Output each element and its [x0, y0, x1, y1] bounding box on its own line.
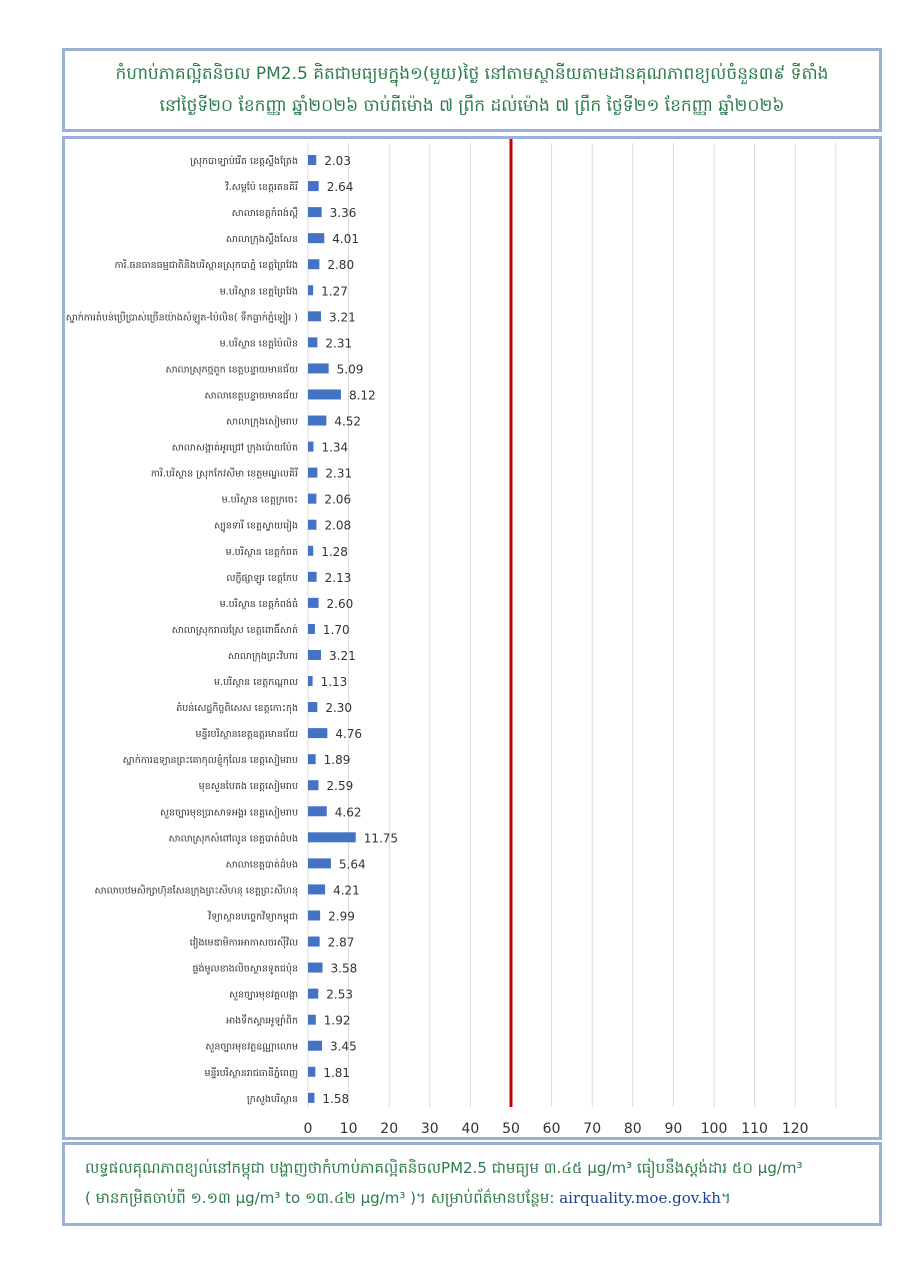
bar — [308, 468, 317, 478]
category-label: សួនច្បារមុខវត្តលង្កា — [228, 989, 298, 1001]
bar — [308, 1041, 322, 1051]
summary-line-2-text: ( មានកម្រិតចាប់ពី ១.១៣ µg/m³ to ១៣.៤២ µg/m³ )។ សម្រាប់ព័ត៌មានបន្ថែម: — [85, 1189, 560, 1207]
x-tick-label: 60 — [542, 1121, 561, 1137]
x-tick-label: 70 — [583, 1121, 602, 1137]
bar — [308, 181, 319, 191]
bar — [308, 311, 321, 321]
category-label: ក្រសួងបរិស្ថាន — [246, 1093, 298, 1105]
data-label: 3.21 — [329, 310, 356, 325]
data-label: 2.06 — [324, 492, 352, 507]
data-label: 2.99 — [328, 909, 355, 924]
category-label: សាលាក្រុងព្រះវិហារ — [227, 650, 298, 662]
bar — [308, 442, 313, 452]
data-label: 2.30 — [325, 701, 353, 716]
data-label: 1.89 — [323, 753, 351, 768]
category-label: សួនច្បារមុខវត្តឧណ្ណាលោម — [205, 1041, 298, 1053]
bar — [308, 728, 327, 738]
bar — [308, 416, 326, 426]
chart-title-box — [62, 48, 882, 132]
category-label: ស្នាក់ការឧទ្យានព្រះគោកុលខ្ញុំកុលែន ខេត្តសៀមរាប — [122, 755, 298, 767]
category-label: ម.បរិស្ថាន ខេត្តកណ្ដាល — [214, 677, 298, 689]
bar — [308, 285, 313, 295]
summary-box — [62, 1142, 882, 1226]
data-label: 1.13 — [320, 675, 348, 690]
chart-title-line-2: នៅថ្ងៃទី២០ ខែកញ្ញា ឆ្នាំ២០២៦ ចាប់ពីម៉ោង ៧ ព្រឹក ដល់ម៉ោង ៧ ព្រឹក ថ្ងៃទី២១ ខែកញ្ញា ឆ្នាំ២០២៦ — [159, 96, 785, 116]
category-label: ម.បរិស្ថាន ខេត្តព្រៃវែង — [219, 286, 298, 298]
category-label: សាលាខេត្តកំពង់ស្ពឺ — [231, 208, 298, 220]
category-label: សាលាស្រុកថ្មពួក ខេត្តបន្ទាយមានជ័យ — [165, 364, 298, 376]
category-label: មន្ទីរបរិស្ថានខេត្តឧត្តរមានជ័យ — [195, 729, 298, 741]
category-label: លក្ខីផ្សាឡូរ ខេត្តកែប — [226, 572, 298, 584]
category-label: មុខសួនបៃតង ខេត្តសៀមរាប — [198, 781, 298, 793]
bar — [308, 937, 320, 947]
data-label: 2.64 — [326, 180, 354, 195]
category-label: សាលាស្រុករាលស្រែ ខេត្តពោធិ៍សាត់ — [171, 624, 298, 636]
bar — [308, 207, 322, 217]
bar — [308, 337, 317, 347]
category-label: សាលាខេត្តបាត់ដំបង — [225, 859, 298, 871]
data-label: 2.03 — [324, 154, 351, 169]
bar — [308, 598, 319, 608]
data-label: 4.76 — [335, 727, 363, 742]
data-label: 3.45 — [330, 1039, 357, 1054]
chart-area — [62, 136, 882, 1140]
category-label: សួនច្បារមុខប្រាសាទអង្គរ ខេត្តសៀមរាប — [159, 807, 298, 819]
data-label: 4.62 — [334, 805, 362, 820]
x-tick-label: 50 — [502, 1121, 520, 1137]
chart-title-line-1: កំហាប់ភាគល្អិតនិចល PM2.5 គិតជាមធ្យមក្នុង១(មួយ)ថ្ងៃ នៅតាមស្ថានីយតាមដានគុណភាពខ្យល់ចំនួន៣៩ ទីតាំង — [115, 64, 829, 84]
data-label: 3.58 — [330, 961, 358, 976]
category-label: សាលាក្រុងសៀមរាប — [226, 416, 298, 428]
bar — [308, 233, 324, 243]
data-label: 4.21 — [333, 883, 360, 898]
bar — [308, 1015, 316, 1025]
x-tick-label: 20 — [380, 1121, 399, 1137]
bar — [308, 858, 331, 868]
category-label: មន្ទីរបរិស្ថានរាជធានីភ្នំពេញ — [204, 1067, 298, 1079]
category-label: ម.បរិស្ថាន ខេត្តក្រចេះ — [221, 494, 298, 506]
data-label: 3.36 — [329, 206, 357, 221]
data-label: 2.13 — [324, 570, 352, 585]
bar — [308, 754, 316, 764]
bar — [308, 520, 316, 530]
bar — [308, 1067, 315, 1077]
category-label: ម.បរិស្ថាន ខេត្តកំពង់ធំ — [219, 598, 298, 610]
bar — [308, 989, 318, 999]
category-label: ការិ.ធនធានធម្មជាតិនិងបរិស្ថានស្រុកបាភ្នំ ខេត្តព្រៃវែង — [114, 260, 298, 272]
data-label: 2.60 — [326, 596, 354, 611]
bar — [308, 1093, 314, 1103]
data-label: 3.21 — [329, 648, 356, 663]
category-label: ស្រុកបាទ្បាប់រើត ខេត្តស្ទឹងត្រែង — [190, 156, 298, 168]
category-label: សាលាខេត្តបន្ទាយមានជ័យ — [204, 390, 298, 402]
data-label: 4.01 — [332, 232, 359, 247]
bar — [308, 884, 325, 894]
category-label: ម.បរិស្ថាន ខេត្តកំពត — [225, 546, 298, 558]
category-label: សាលាបឋមសិក្សាហ៊ុនសែនក្រុងព្រះសីហនុ ខេត្តព្រះសីហនុ — [94, 885, 298, 897]
summary-line-1: លទ្ធផលគុណភាពខ្យល់នៅកម្ពុជា បង្ហាញថាកំហាប់ភាគល្អិតនិចលPM2.5 ជាមធ្យម ៣.៤៥ µg/m³ ធៀបនឹងស្តង់ដារ ៥០ µg/m³ — [85, 1159, 803, 1177]
category-label: អាងទឹកស្តារអូឡាំពិក — [226, 1015, 298, 1027]
data-label: 5.09 — [336, 362, 364, 377]
category-label: ផ្លង់មូលខាងលិចស្ថានទូតជប៉ុន — [192, 963, 298, 975]
data-label: 2.31 — [325, 336, 353, 351]
data-label: 2.80 — [327, 258, 355, 273]
bar — [308, 676, 313, 686]
category-label: សាលាស្រុកសំពៅលូន ខេត្តបាត់ដំបង — [168, 833, 298, 845]
bar — [308, 702, 317, 712]
x-tick-label: 0 — [303, 1121, 313, 1137]
bar — [308, 155, 316, 165]
category-label: ស្នាក់ការតំបន់ប្រើប្រាស់ច្រើនយ៉ាងសំឡូត-ប៉ៃលិន( ទឹកធ្លាក់ភ្នំឡៀរ ) — [65, 312, 298, 324]
category-label: ការិ.បរិស្ថាន ស្រុកកែវសីមា ខេត្តមណ្ឌលគិរី — [150, 468, 298, 480]
data-label: 2.08 — [324, 518, 352, 533]
bar — [308, 650, 321, 660]
bar — [308, 389, 341, 399]
category-label: ម.បរិស្ថាន ខេត្តប៉ៃលិន — [219, 338, 298, 350]
bar — [308, 963, 323, 973]
summary-line-2 — [85, 1189, 869, 1211]
bar — [308, 832, 356, 842]
category-label: វិទ្យាស្ថានបច្ចេកវិទ្យាកម្ពុជា — [208, 911, 298, 923]
category-label: តំបន់សេដ្ឋកិច្ចពិសេស ខេត្តកោះកុង — [176, 703, 298, 715]
x-tick-label: 100 — [700, 1121, 728, 1137]
bar — [308, 546, 313, 556]
website-link[interactable]: airquality.moe.gov.kh — [559, 1189, 721, 1207]
data-label: 1.58 — [322, 1091, 350, 1106]
bar — [308, 363, 329, 373]
data-label: 5.64 — [338, 857, 366, 872]
x-tick-label: 120 — [781, 1121, 809, 1137]
x-tick-label: 30 — [420, 1121, 439, 1137]
bar — [308, 780, 319, 790]
data-label: 1.81 — [323, 1065, 351, 1080]
summary-line-2-end: ។ — [720, 1189, 731, 1207]
category-label: សាលាសង្កាត់អូរជ្រៅ ក្រុងប៉ោយប៉ែត — [171, 442, 298, 454]
x-tick-label: 10 — [339, 1121, 358, 1137]
bar — [308, 259, 319, 269]
data-label: 2.53 — [326, 987, 353, 1002]
category-label: ស្បូនទារី ខេត្តស្វាយរៀង — [213, 520, 298, 532]
x-tick-label: 80 — [623, 1121, 642, 1137]
bar — [308, 806, 327, 816]
x-tick-label: 110 — [741, 1121, 768, 1137]
data-label: 1.27 — [321, 284, 348, 299]
data-label: 2.59 — [326, 779, 354, 794]
category-label: វៀងមេឌាមិការអាកាសចរស៊ីវិល — [189, 937, 298, 949]
data-label: 1.34 — [321, 440, 349, 455]
data-label: 8.12 — [348, 388, 376, 403]
category-label: វិ.សម្ពប៉ែ ខេត្តរតនគិរី — [225, 182, 298, 194]
bar — [308, 494, 316, 504]
data-label: 1.28 — [321, 544, 348, 559]
bar — [308, 624, 315, 634]
data-label: 4.52 — [334, 414, 362, 429]
x-tick-label: 90 — [664, 1121, 683, 1137]
bar — [308, 910, 320, 920]
x-tick-label: 40 — [461, 1121, 480, 1137]
data-label: 11.75 — [363, 831, 399, 846]
data-label: 2.31 — [325, 466, 353, 481]
data-label: 1.70 — [322, 622, 350, 637]
bar-chart — [65, 139, 879, 1137]
data-label: 1.92 — [323, 1013, 351, 1028]
data-label: 2.87 — [327, 935, 355, 950]
category-label: សាលាក្រុងស្ទឹងសែន — [225, 234, 298, 246]
bar — [308, 572, 317, 582]
